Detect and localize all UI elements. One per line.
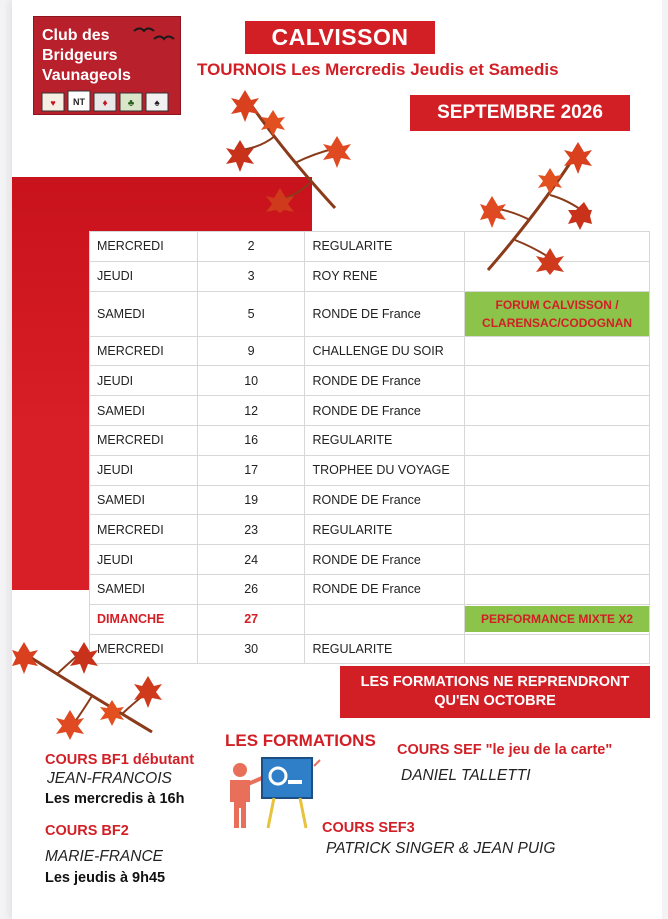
schedule-row xyxy=(90,396,650,426)
schedule-day-cell: SAMEDI xyxy=(90,574,198,604)
schedule-row xyxy=(90,366,650,396)
schedule-day-cell: JEUDI xyxy=(90,455,198,485)
schedule-note-highlight: FORUM CALVISSON / CLARENSAC/CODOGNAN xyxy=(465,292,649,336)
club-logo xyxy=(33,16,181,115)
bf1-teacher: JEAN-FRANCOIS xyxy=(47,770,172,787)
schedule-date-cell: 5 xyxy=(197,291,305,336)
schedule-note-cell xyxy=(465,485,650,515)
formations-notice xyxy=(340,666,650,718)
schedule-row xyxy=(90,515,650,545)
svg-text:♠: ♠ xyxy=(154,98,160,109)
svg-text:♣: ♣ xyxy=(127,98,135,109)
schedule-note-cell xyxy=(465,396,650,426)
svg-text:♥: ♥ xyxy=(50,98,56,108)
schedule-event-cell: REGULARITE xyxy=(305,634,465,664)
bf2-course-title: COURS BF2 xyxy=(45,823,129,839)
schedule-row xyxy=(90,545,650,575)
maple-branch-bottom-icon xyxy=(12,640,162,740)
schedule-note-cell xyxy=(465,604,650,634)
maple-branch-top-icon xyxy=(225,88,355,213)
schedule-event-cell: ROY RENE xyxy=(305,261,465,291)
schedule-date-cell: 16 xyxy=(197,425,305,455)
birds-icon xyxy=(132,23,176,45)
schedule-note-highlight: PERFORMANCE MIXTE X2 xyxy=(465,606,649,632)
schedule-event-cell: TROPHEE DU VOYAGE xyxy=(305,455,465,485)
schedule-row xyxy=(90,485,650,515)
card-tiles-icon xyxy=(40,89,176,113)
schedule-note-cell xyxy=(465,515,650,545)
schedule-event-cell: RONDE DE France xyxy=(305,545,465,575)
schedule-date-cell: 2 xyxy=(197,232,305,262)
schedule-date-cell: 10 xyxy=(197,366,305,396)
schedule-event-cell: RONDE DE France xyxy=(305,485,465,515)
schedule-row xyxy=(90,455,650,485)
schedule-note-cell xyxy=(465,574,650,604)
logo-line-2: Bridgeurs xyxy=(42,47,118,64)
schedule-event-cell xyxy=(305,604,465,634)
schedule-date-cell: 17 xyxy=(197,455,305,485)
schedule-note-cell xyxy=(465,366,650,396)
schedule-day-cell: JEUDI xyxy=(90,366,198,396)
bf1-course-title: COURS BF1 débutant xyxy=(45,752,195,768)
notice-line-2: QU'EN OCTOBRE xyxy=(434,693,556,709)
svg-text:♦: ♦ xyxy=(102,98,108,109)
schedule-day-cell: MERCREDI xyxy=(90,425,198,455)
schedule-note-cell xyxy=(465,634,650,664)
schedule-date-cell: 27 xyxy=(197,604,305,634)
schedule-row xyxy=(90,425,650,455)
schedule-note-cell xyxy=(465,545,650,575)
schedule-date-cell: 23 xyxy=(197,515,305,545)
schedule-day-cell: JEUDI xyxy=(90,545,198,575)
notice-line-1: LES FORMATIONS NE REPRENDRONT xyxy=(360,674,630,690)
sef-course-title: COURS SEF "le jeu de la carte" xyxy=(397,742,613,758)
page-margin-right xyxy=(662,0,668,919)
schedule-row xyxy=(90,291,650,336)
logo-line-1: Club des xyxy=(42,27,110,44)
sef3-course-title: COURS SEF3 xyxy=(322,820,415,836)
schedule-note-cell xyxy=(465,455,650,485)
bf2-teacher: MARIE-FRANCE xyxy=(45,848,163,865)
schedule-event-cell: RONDE DE France xyxy=(305,291,465,336)
bf2-schedule: Les jeudis à 9h45 xyxy=(45,870,166,886)
schedule-event-cell: RONDE DE France xyxy=(305,574,465,604)
schedule-date-cell: 24 xyxy=(197,545,305,575)
schedule-day-cell: MERCREDI xyxy=(90,634,198,664)
schedule-note-cell xyxy=(465,336,650,366)
month-banner: SEPTEMBRE 2026 xyxy=(410,95,630,131)
schedule-event-cell: REGULARITE xyxy=(305,232,465,262)
page-margin-left xyxy=(0,0,12,919)
schedule-event-cell: REGULARITE xyxy=(305,515,465,545)
schedule-day-cell: MERCREDI xyxy=(90,336,198,366)
club-location-title: CALVISSON xyxy=(245,21,435,54)
schedule-day-cell: SAMEDI xyxy=(90,485,198,515)
formations-heading: LES FORMATIONS xyxy=(225,731,376,750)
schedule-date-cell: 26 xyxy=(197,574,305,604)
schedule-row xyxy=(90,634,650,664)
svg-text:NT: NT xyxy=(73,97,85,107)
schedule-date-cell: 30 xyxy=(197,634,305,664)
schedule-day-cell: JEUDI xyxy=(90,261,198,291)
schedule-day-cell: DIMANCHE xyxy=(90,604,198,634)
maple-branch-right-icon xyxy=(480,140,592,275)
schedule-event-cell: REGULARITE xyxy=(305,425,465,455)
schedule-day-cell: SAMEDI xyxy=(90,291,198,336)
schedule-row xyxy=(90,604,650,634)
sef-teacher: DANIEL TALLETTI xyxy=(401,767,531,784)
tournament-schedule-table xyxy=(89,231,650,664)
schedule-event-cell: RONDE DE France xyxy=(305,366,465,396)
schedule-date-cell: 3 xyxy=(197,261,305,291)
schedule-row xyxy=(90,336,650,366)
teacher-presentation-icon xyxy=(222,756,322,830)
tournament-subtitle: TOURNOIS Les Mercredis Jeudis et Samedis xyxy=(197,60,559,79)
schedule-row xyxy=(90,574,650,604)
sef3-teachers: PATRICK SINGER & JEAN PUIG xyxy=(326,840,556,857)
schedule-day-cell: MERCREDI xyxy=(90,515,198,545)
schedule-event-cell: RONDE DE France xyxy=(305,396,465,426)
schedule-date-cell: 9 xyxy=(197,336,305,366)
schedule-note-cell xyxy=(465,291,650,336)
schedule-note-cell xyxy=(465,425,650,455)
schedule-day-cell: SAMEDI xyxy=(90,396,198,426)
schedule-day-cell: MERCREDI xyxy=(90,232,198,262)
schedule-event-cell: CHALLENGE DU SOIR xyxy=(305,336,465,366)
schedule-date-cell: 12 xyxy=(197,396,305,426)
logo-line-3: Vaunageols xyxy=(42,67,131,84)
schedule-date-cell: 19 xyxy=(197,485,305,515)
bf1-schedule: Les mercredis à 16h xyxy=(45,791,185,807)
